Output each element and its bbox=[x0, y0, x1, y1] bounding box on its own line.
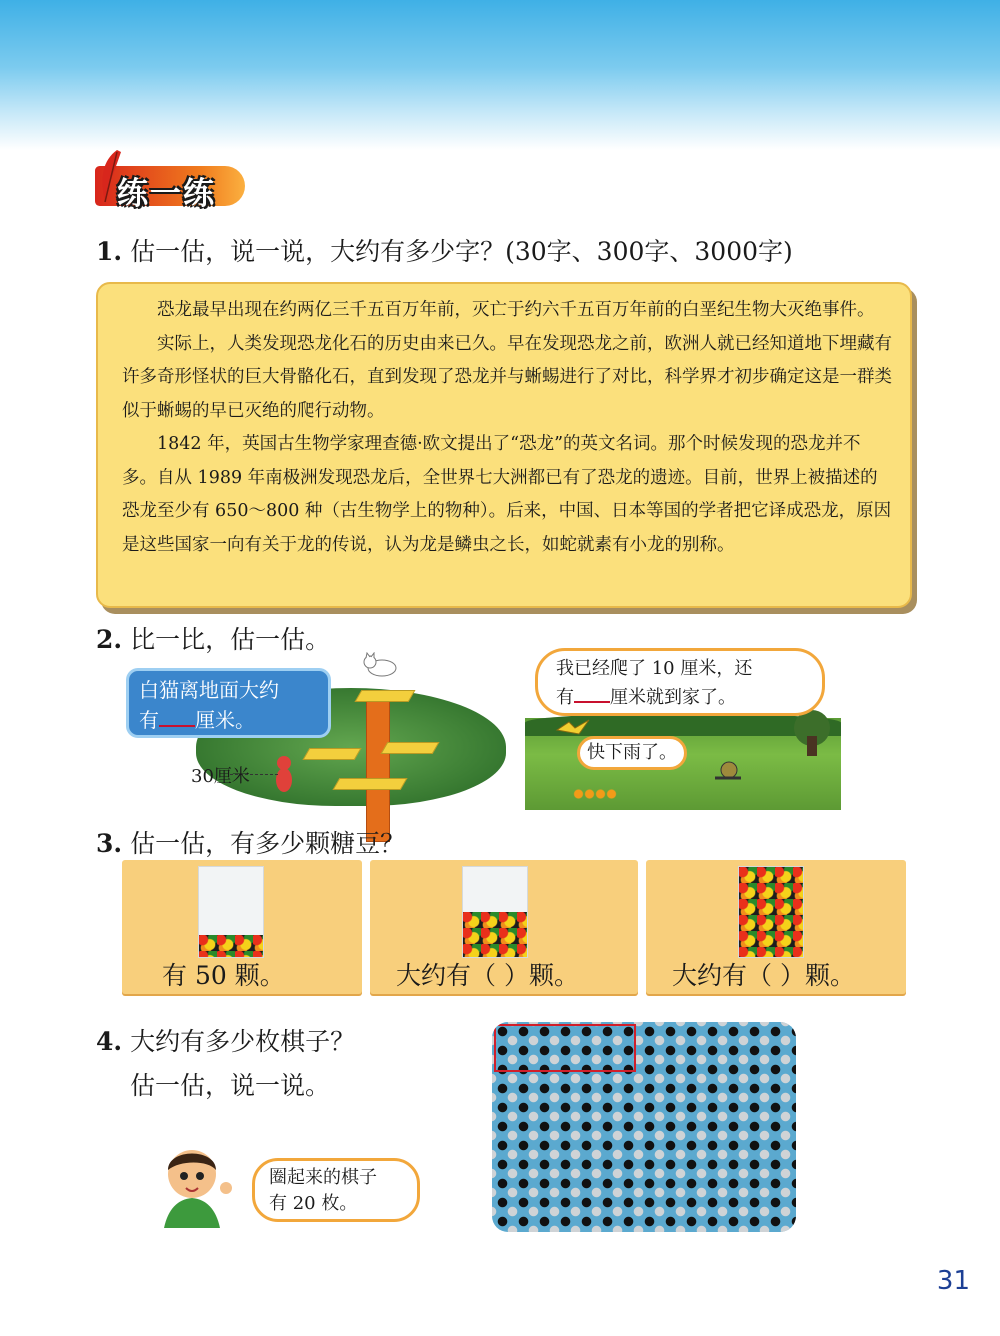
jar-panel-3 bbox=[646, 860, 906, 994]
question-text: 估一估，有多少颗糖豆？ bbox=[130, 829, 406, 858]
bubble-line: 圈起来的棋子 bbox=[269, 1167, 377, 1188]
question-4 bbox=[96, 1022, 355, 1058]
white-cat-icon bbox=[362, 652, 398, 678]
cat-tree-shelf bbox=[303, 748, 362, 760]
jar bbox=[462, 866, 528, 958]
passage-paragraph: 1842 年，英国古生物学家理查德·欧文提出了“恐龙”的英文名词。那个时候发现的恐龙并不多。自从 1989 年南极洲发现恐龙后，全世界七大洲都已有了恐龙的遗迹。目前，世界上被描述的恐龙至少有 650～800 种（古生物学上的物种）。后来，中国、日本等国的学者把它译成恐龙，原因是这些国家一向有关于龙的传说，认为龙是鳞虫之长，如蛇就素有小龙的别称。 bbox=[122, 434, 892, 555]
dinosaur-passage bbox=[96, 282, 912, 608]
boy-speech-bubble bbox=[252, 1158, 420, 1222]
bubble-line: 有 bbox=[556, 687, 574, 708]
rain-speech-bubble: 快下雨了。 bbox=[577, 736, 687, 770]
candy-beans bbox=[463, 912, 527, 957]
candy-beans bbox=[739, 867, 803, 957]
question-3 bbox=[96, 824, 405, 860]
question-number: 4. bbox=[96, 1027, 123, 1056]
jar bbox=[198, 866, 264, 958]
snail-speech-bubble bbox=[535, 648, 825, 716]
circled-stones-box bbox=[494, 1024, 636, 1072]
passage-paragraph: 恐龙最早出现在约两亿三千五百万年前，灭亡于约六千五百万年前的白垩纪生物大灭绝事件。 bbox=[157, 300, 875, 320]
bubble-line: 有 bbox=[139, 708, 159, 732]
jar-panel-1 bbox=[122, 860, 362, 994]
question-number: 2. bbox=[96, 625, 123, 654]
bubble-line: 我已经爬了 10 厘米，还 bbox=[556, 658, 753, 679]
height-label: 30厘米 bbox=[191, 766, 250, 787]
snail-icon bbox=[711, 756, 747, 782]
jar-label: 大约有（ ）颗。 bbox=[672, 961, 855, 990]
cat-tree-shelf bbox=[355, 690, 416, 702]
question-text: 比一比，估一估。 bbox=[130, 625, 331, 654]
candy-beans bbox=[199, 935, 263, 958]
question-4-line2: 估一估，说一说。 bbox=[130, 1071, 331, 1100]
jar-label: 有 50 颗。 bbox=[162, 961, 285, 990]
section-header bbox=[95, 148, 255, 210]
sky-banner bbox=[0, 0, 1000, 150]
jar bbox=[738, 866, 804, 958]
snail-illustration bbox=[525, 648, 843, 810]
cat-tree-illustration bbox=[126, 650, 496, 802]
section-title: 练一练 bbox=[117, 176, 216, 212]
leaves-icon bbox=[573, 788, 617, 800]
question-number: 1. bbox=[96, 237, 123, 266]
go-stones-board bbox=[492, 1022, 796, 1232]
boy-icon bbox=[150, 1140, 240, 1230]
question-number: 3. bbox=[96, 829, 123, 858]
bubble-line: 有 20 枚。 bbox=[269, 1193, 358, 1214]
cat-tree-shelf bbox=[381, 742, 440, 754]
passage-paragraph: 实际上，人类发现恐龙化石的历史由来已久。早在发现恐龙之前，欧洲人就已经知道地下埋藏有许多奇形怪状的巨大骨骼化石，直到发现了恐龙并与蜥蜴进行了对比，科学界才初步确定这是一群类似于蜥蜴的早已灭绝的爬行动物。 bbox=[122, 333, 892, 421]
answer-blank[interactable] bbox=[574, 683, 610, 703]
question-text: 大约有多少枚棋子？ bbox=[130, 1027, 356, 1056]
jar-label: 大约有（ ）颗。 bbox=[396, 961, 579, 990]
bubble-line: 白猫离地面大约 bbox=[139, 678, 279, 702]
jar-panel-2 bbox=[370, 860, 638, 994]
page-number: 31 bbox=[936, 1266, 970, 1296]
cat-tree-post bbox=[366, 690, 390, 842]
answer-blank[interactable] bbox=[159, 707, 195, 727]
bubble-line: 厘米。 bbox=[195, 708, 255, 732]
cat-tree-base bbox=[333, 778, 408, 790]
cat-question-bubble bbox=[126, 668, 331, 738]
question-text: 估一估，说一说，大约有多少字？(30字、300字、3000字) bbox=[130, 237, 793, 266]
question-1 bbox=[96, 232, 793, 268]
bubble-line: 厘米就到家了。 bbox=[610, 687, 736, 708]
